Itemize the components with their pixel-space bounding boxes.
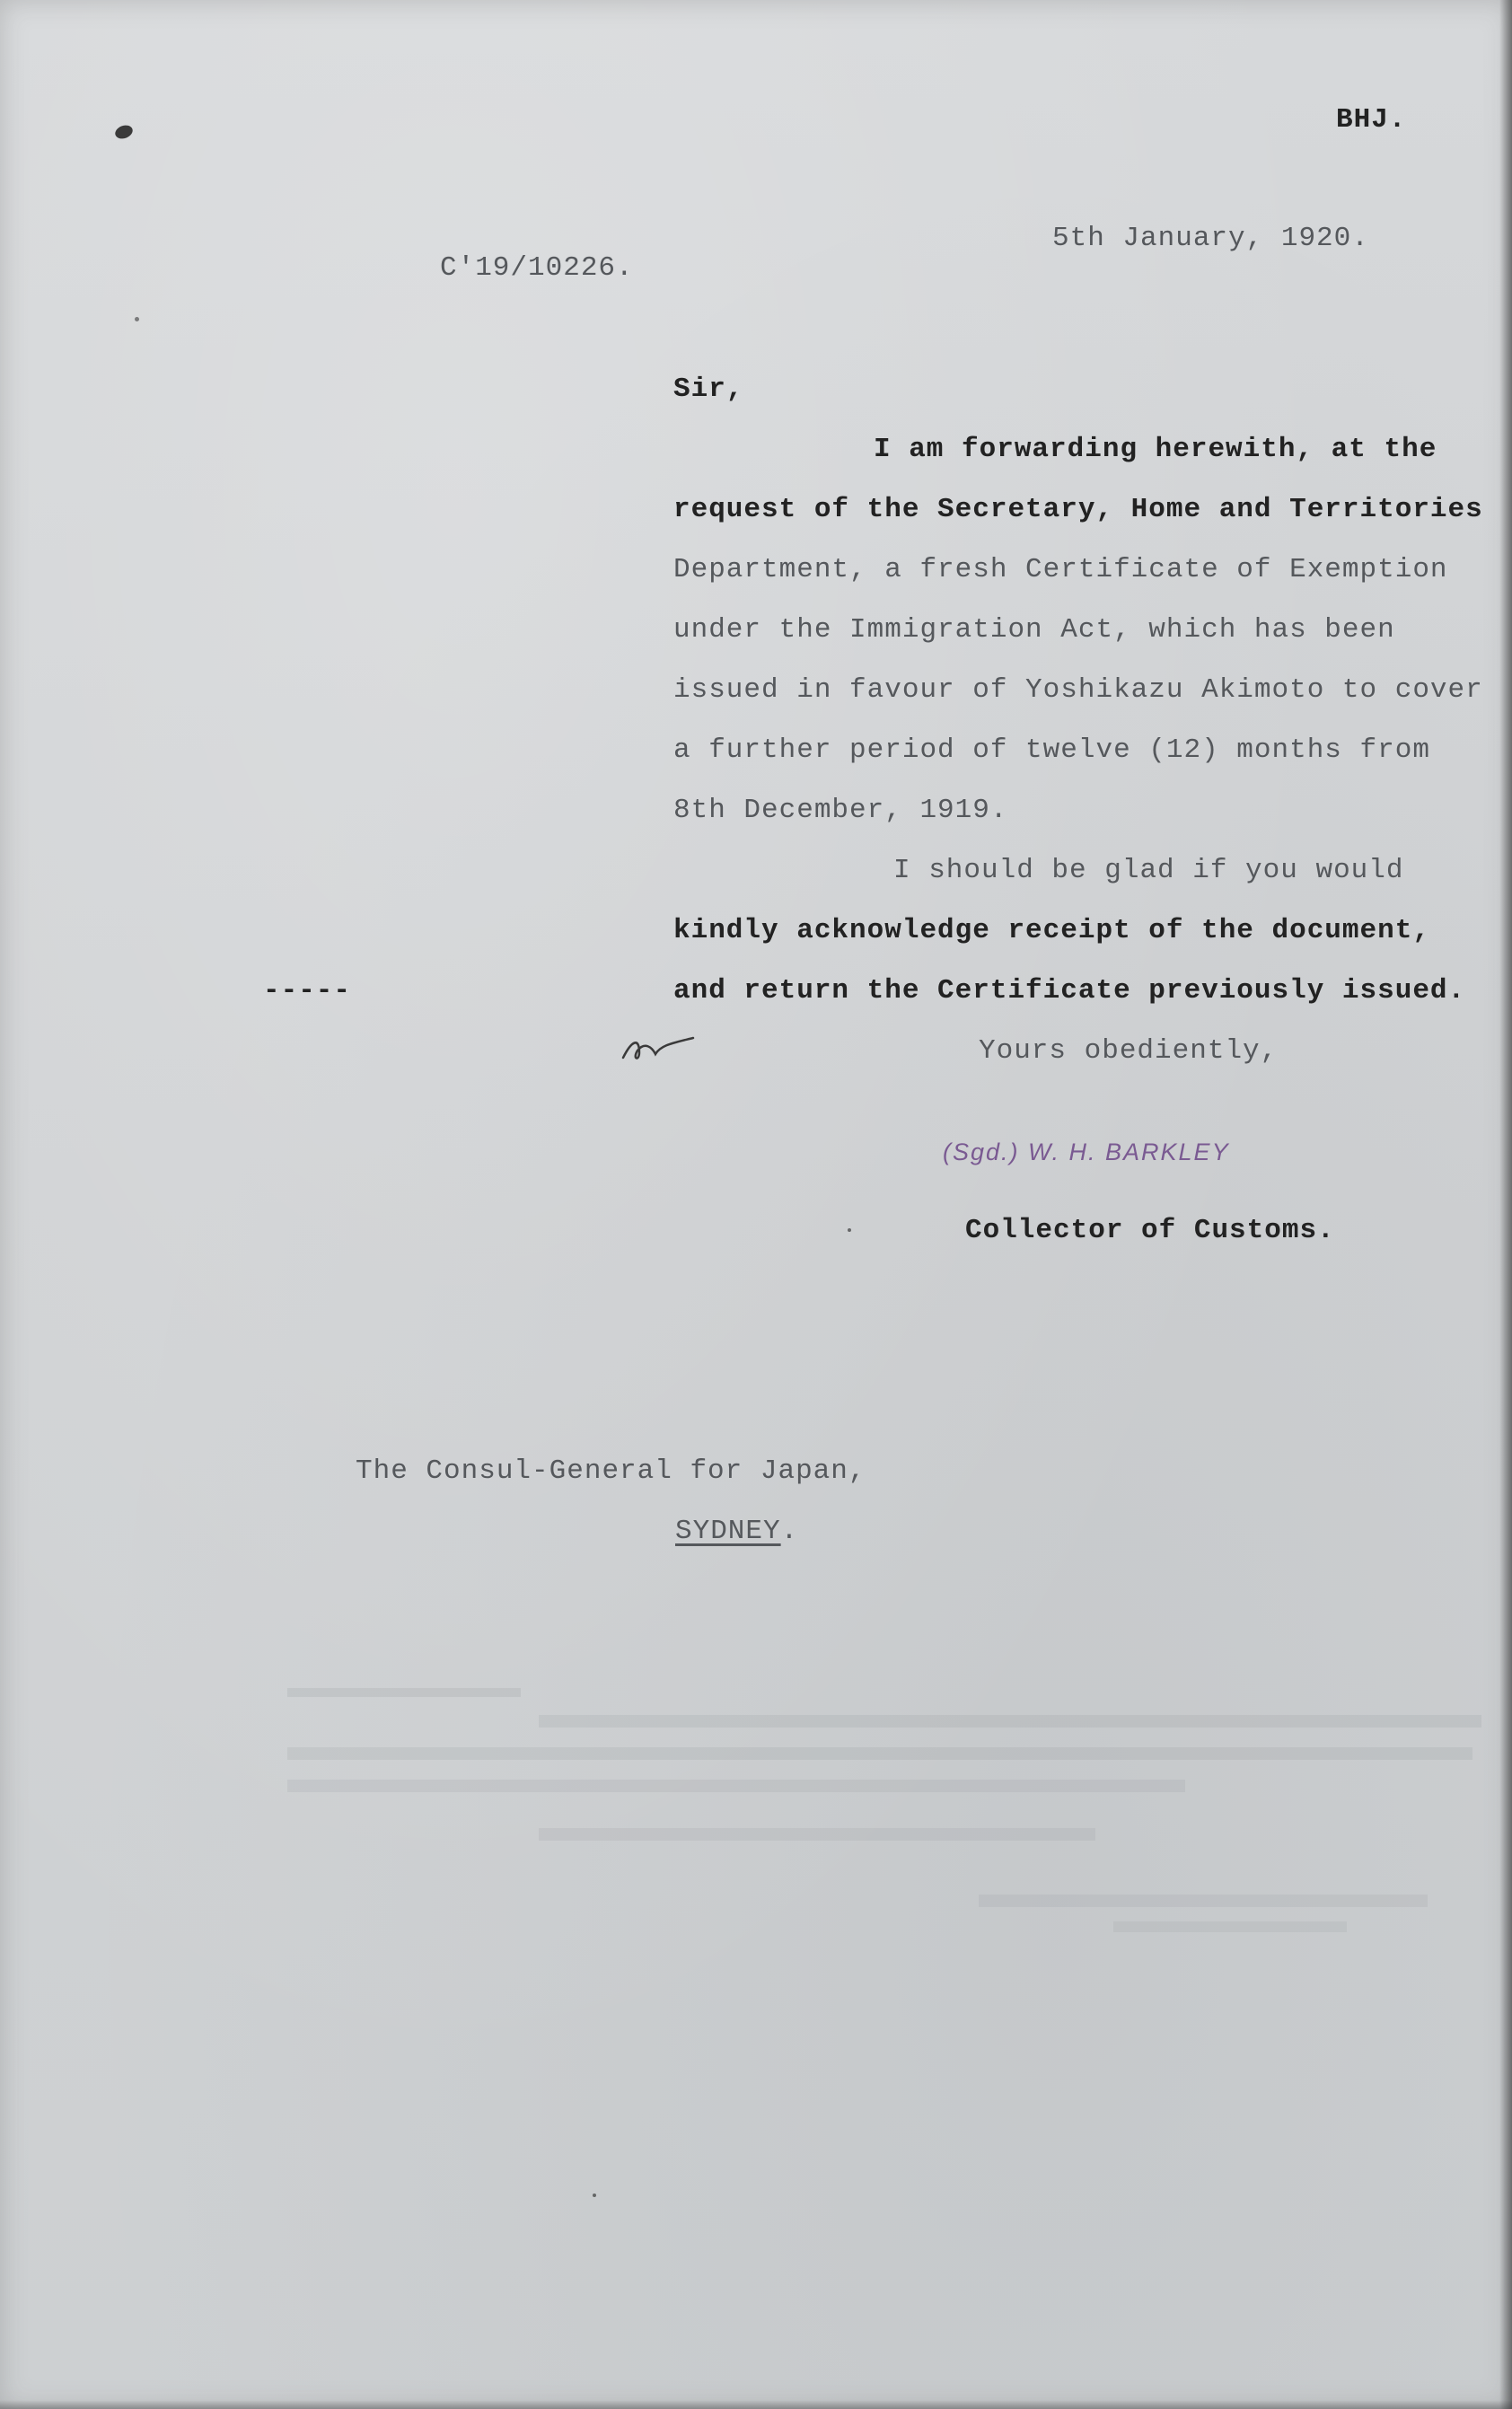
signatory-title: Collector of Customs.: [965, 1215, 1335, 1246]
initials-header: BHJ.: [1336, 104, 1407, 136]
paper-edge-shadow: [0, 2400, 1512, 2409]
letter-date: 5th January, 1920.: [1052, 223, 1369, 254]
addressee-city: SYDNEY.: [675, 1516, 799, 1547]
ink-blot-mark: [113, 123, 135, 141]
body-line: a further period of twelve (12) months from: [673, 734, 1430, 766]
addressee-city-text: SYDNEY: [675, 1516, 781, 1547]
margin-dash-mark: -----: [263, 975, 352, 1007]
salutation: Sir,: [673, 374, 744, 405]
body-line: under the Immigration Act, which has been: [673, 614, 1395, 646]
show-through-text: [287, 1679, 1490, 2146]
body-line: 8th December, 1919.: [673, 795, 1008, 826]
body-line: Department, a fresh Certificate of Exemption: [673, 554, 1448, 585]
handwritten-initial-mark: [620, 1031, 700, 1067]
body-line: I am forwarding herewith, at the: [874, 434, 1437, 465]
signature-stamp: (Sgd.) W. H. BARKLEY: [943, 1139, 1230, 1165]
closing: Yours obediently,: [979, 1035, 1279, 1067]
reference-number: C'19/10226.: [440, 252, 634, 284]
body-line: issued in favour of Yoshikazu Akimoto to cover: [673, 674, 1483, 706]
paper-speck: [593, 2194, 596, 2197]
paper-edge-shadow: [1499, 0, 1512, 2409]
paper-speck: [135, 317, 139, 321]
body-line: I should be glad if you would: [893, 855, 1404, 886]
addressee-line: The Consul-General for Japan,: [356, 1455, 866, 1487]
body-line: kindly acknowledge receipt of the document,: [673, 915, 1430, 946]
body-line: request of the Secretary, Home and Territories: [673, 494, 1483, 525]
paper-speck: [848, 1228, 851, 1232]
body-line: and return the Certificate previously issued.: [673, 975, 1466, 1007]
